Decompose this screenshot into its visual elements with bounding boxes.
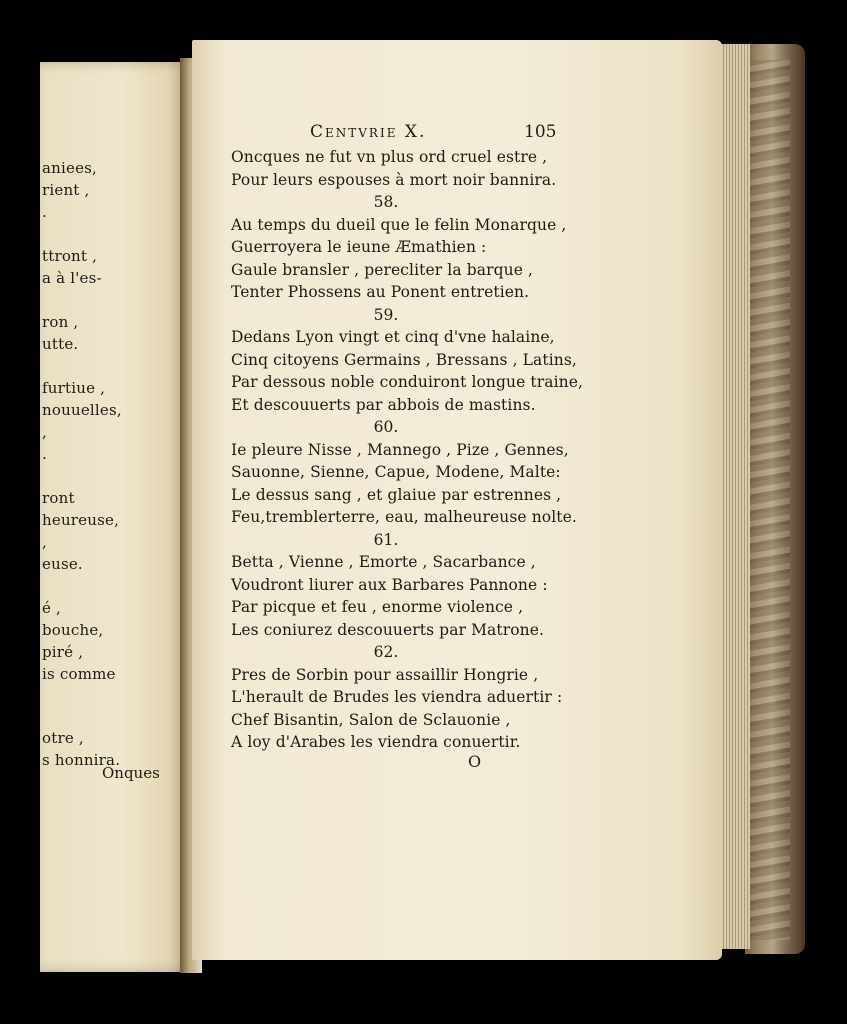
quatrain-number: 58.	[373, 193, 399, 211]
left-page-fragment: s honnira.	[42, 751, 121, 769]
left-page-fragment: ron ,	[42, 313, 79, 331]
quatrain-number: 62.	[373, 643, 399, 661]
verse-line: Dedans Lyon vingt et cinq d'vne halaine,	[231, 328, 555, 346]
quatrains-text	[231, 146, 711, 754]
verse-line: Feu,tremblerterre, eau, malheureuse nolte.	[231, 508, 577, 526]
verse-line: Voudront liurer aux Barbares Pannone :	[231, 575, 548, 594]
left-page-fragment: ront	[42, 489, 75, 507]
left-page-fragment: é ,	[42, 599, 62, 617]
verse-line: Tenter Phossens au Ponent entretien.	[231, 283, 530, 301]
quatrain-number: 61.	[373, 530, 399, 549]
verse-line: Pres de Sorbin pour assaillir Hongrie ,	[231, 665, 539, 684]
page-number: 105	[524, 122, 557, 142]
verse-line: Les coniurez descouuerts par Matrone.	[231, 620, 545, 639]
left-page-fragment: heureuse,	[42, 511, 120, 529]
left-page-fragment: a à l'es-	[42, 269, 102, 287]
verse-line: Oncques ne fut vn plus ord cruel estre ,	[231, 148, 548, 166]
verse-line: Pour leurs espouses à mort noir bannira.	[231, 170, 557, 189]
verse-line: Par dessous noble conduiront longue traine,	[231, 373, 584, 391]
left-page-fragment: ttront ,	[42, 247, 98, 265]
verse-line: L'herault de Brudes les viendra aduertir :	[231, 688, 563, 706]
verse-line: Par picque et feu , enorme violence ,	[231, 598, 524, 616]
left-page-catchword: Onques	[102, 764, 160, 782]
left-page-fragment: ,	[42, 533, 47, 551]
header-title: Centvrie X.	[310, 122, 427, 142]
catchword: O	[468, 752, 482, 771]
left-page-fragment: nouuelles,	[42, 401, 122, 419]
left-page-fragment: ,	[42, 423, 47, 441]
left-page-fragment: .	[42, 203, 47, 221]
verse-line: Au temps du dueil que le felin Monarque ,	[231, 215, 567, 234]
quatrain-number: 59.	[373, 305, 399, 324]
verse-line: Gaule bransler , perecliter la barque ,	[231, 260, 534, 279]
verse-line: A loy d'Arabes les viendra conuertir.	[231, 733, 521, 751]
left-page-fragment: rient ,	[42, 181, 90, 199]
left-page-fragment: furtiue ,	[42, 379, 106, 397]
verse-line: Betta , Vienne , Emorte , Sacarbance ,	[231, 553, 536, 571]
left-page-fragment: euse.	[42, 555, 83, 573]
left-page-fragment: aniees,	[42, 159, 98, 177]
left-page-fragment: utte.	[42, 335, 79, 353]
left-page-fragment: otre ,	[42, 729, 84, 747]
verse-line: Le dessus sang , et glaiue par estrennes ,	[231, 485, 562, 504]
quatrain-number: 60.	[373, 418, 399, 436]
left-page-fragment: .	[42, 445, 47, 463]
verse-line: Ie pleure Nisse , Mannego , Pize , Gennes,	[231, 440, 569, 459]
left-page-fragment: bouche,	[42, 621, 104, 639]
verse-line: Chef Bisantin, Salon de Sclauonie ,	[231, 710, 511, 729]
running-header	[310, 122, 580, 142]
left-page-fragment: piré ,	[42, 643, 84, 661]
marbled-cover	[750, 60, 790, 940]
verse-line: Guerroyera le ieune Æmathien :	[231, 238, 487, 256]
verse-line: Et descouuerts par abbois de mastins.	[231, 395, 536, 414]
left-page-fragment: is comme	[42, 665, 116, 683]
verse-line: Sauonne, Sienne, Capue, Modene, Malte:	[231, 463, 561, 481]
verse-line: Cinq citoyens Germains , Bressans , Latins,	[231, 350, 577, 369]
left-page	[40, 62, 190, 972]
